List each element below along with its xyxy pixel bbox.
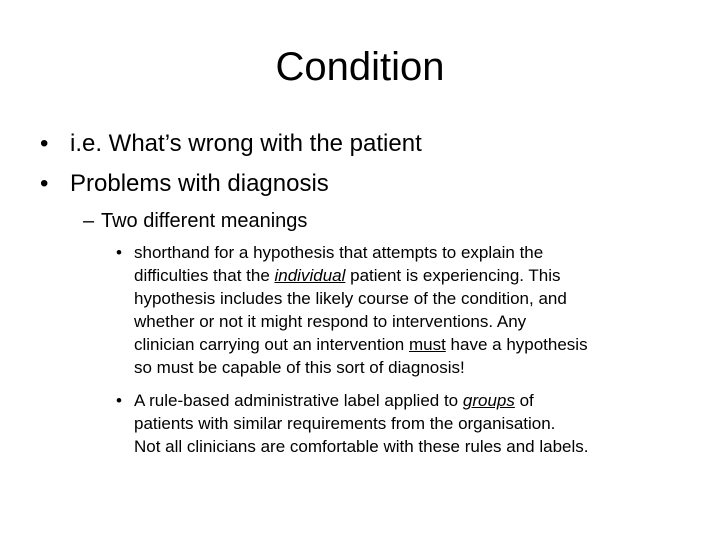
bullet-text: i.e. What’s wrong with the patient bbox=[70, 130, 422, 157]
bullet-text: Problems with diagnosis bbox=[70, 170, 329, 197]
emphasis-must: must bbox=[408, 335, 446, 354]
text-line: patients with similar requirements from the organisation. bbox=[134, 414, 556, 433]
bullet-icon: • bbox=[40, 170, 49, 197]
text-segment: difficulties that the bbox=[134, 266, 275, 285]
meaning-item-administrative-label bbox=[116, 389, 691, 458]
text-segment: clinician carrying out an intervention bbox=[134, 335, 409, 354]
text-line: Not all clinicians are comfortable with these rules and labels. bbox=[134, 437, 589, 456]
emphasis-groups: groups bbox=[462, 391, 515, 410]
text-segment: A rule-based administrative label applied to bbox=[134, 391, 463, 410]
bullet-icon: • bbox=[116, 243, 122, 262]
text-line bbox=[134, 389, 691, 412]
text-segment: have a hypothesis bbox=[445, 335, 588, 354]
sub-bullet-text: Two different meanings bbox=[101, 210, 308, 232]
bullet-icon: • bbox=[116, 391, 122, 410]
meaning-item-hypothesis bbox=[116, 241, 691, 379]
text-line: whether or not it might respond to interventions. Any bbox=[134, 312, 527, 331]
slide-title: Condition bbox=[275, 45, 445, 89]
dash-icon: – bbox=[83, 210, 95, 232]
emphasis-individual: individual bbox=[274, 266, 346, 285]
text-line bbox=[134, 333, 691, 356]
text-line: so must be capable of this sort of diagnosis! bbox=[134, 358, 465, 377]
text-line: shorthand for a hypothesis that attempts to explain the bbox=[134, 243, 544, 262]
text-segment: patient is experiencing. This bbox=[345, 266, 561, 285]
text-segment: of bbox=[514, 391, 534, 410]
text-line bbox=[134, 264, 691, 287]
text-line: hypothesis includes the likely course of the condition, and bbox=[134, 289, 567, 308]
bullet-icon: • bbox=[40, 130, 49, 157]
